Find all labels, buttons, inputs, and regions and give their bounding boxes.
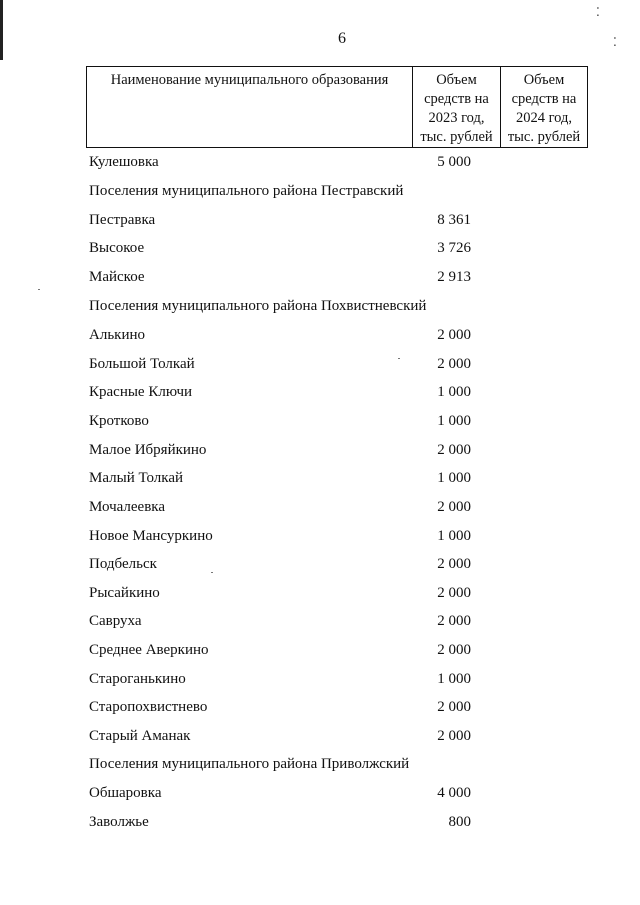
- table-row: [0, 554, 640, 574]
- row-value-2023: 5 000: [437, 154, 471, 170]
- table-row: [0, 468, 640, 488]
- table-row: [0, 726, 640, 746]
- row-value-2023: 2 000: [437, 613, 471, 629]
- row-name: Алькино: [89, 327, 146, 343]
- table-row: [0, 583, 640, 603]
- row-name: Большой Толкай: [89, 356, 195, 372]
- row-name: Среднее Аверкино: [89, 642, 209, 658]
- row-value-2023: 8 361: [437, 212, 471, 228]
- column-header-2023: Объем средств на 2023 год, тыс. рублей: [413, 67, 501, 148]
- row-value-2023: 4 000: [437, 785, 471, 801]
- row-name: Красные Ключи: [89, 384, 193, 400]
- column-header-name: Наименование муниципального образования: [87, 67, 413, 148]
- row-name: Старый Аманак: [89, 728, 191, 744]
- row-name: Обшаровка: [89, 785, 162, 801]
- table-row: [0, 411, 640, 431]
- row-name: Мочалеевка: [89, 499, 166, 515]
- row-name: Савруха: [89, 613, 142, 629]
- row-name: Малое Ибряйкино: [89, 442, 207, 458]
- row-name: Майское: [89, 269, 145, 285]
- table-row: [0, 354, 640, 374]
- table-row: [0, 152, 640, 172]
- table-row: [0, 640, 640, 660]
- row-name: Поселения муниципального района Приволжский: [89, 756, 410, 772]
- row-name: Кулешовка: [89, 154, 159, 170]
- table-row: [0, 611, 640, 631]
- row-value-2023: 2 000: [437, 728, 471, 744]
- table-row: [0, 382, 640, 402]
- scan-speck: [211, 572, 213, 573]
- table-row: [0, 526, 640, 546]
- row-value-2023: 2 000: [437, 556, 471, 572]
- table-row: [0, 812, 640, 832]
- row-name: Заволжье: [89, 814, 149, 830]
- row-name: Поселения муниципального района Пестравский: [89, 183, 404, 199]
- row-name: Поселения муниципального района Похвистневский: [89, 298, 427, 314]
- row-value-2023: 2 000: [437, 356, 471, 372]
- table-header: [86, 66, 588, 148]
- column-header-2024: Объем средств на 2024 год, тыс. рублей: [501, 67, 588, 148]
- table-row: [0, 181, 640, 201]
- row-name: Старопохвистнево: [89, 699, 208, 715]
- scan-speck: [38, 289, 40, 290]
- table-row: [0, 497, 640, 517]
- row-value-2023: 1 000: [437, 528, 471, 544]
- row-name: Пестравка: [89, 212, 156, 228]
- row-value-2023: 1 000: [437, 413, 471, 429]
- table-row: [0, 754, 640, 774]
- row-name: Староганькино: [89, 671, 186, 687]
- row-value-2023: 2 000: [437, 499, 471, 515]
- scan-mark: ⁚: [596, 5, 600, 19]
- row-name: Высокое: [89, 240, 145, 256]
- table-row: [0, 210, 640, 230]
- table-row: [0, 440, 640, 460]
- row-value-2023: 2 000: [437, 585, 471, 601]
- row-value-2023: 2 913: [437, 269, 471, 285]
- table-row: [0, 296, 640, 316]
- row-value-2023: 2 000: [437, 442, 471, 458]
- table-row: [0, 238, 640, 258]
- row-name: Подбельск: [89, 556, 157, 572]
- row-value-2023: 1 000: [437, 671, 471, 687]
- row-name: Новое Мансуркино: [89, 528, 213, 544]
- row-value-2023: 1 000: [437, 384, 471, 400]
- row-value-2023: 800: [448, 814, 471, 830]
- row-name: Кротково: [89, 413, 149, 429]
- row-name: Рысайкино: [89, 585, 160, 601]
- row-value-2023: 2 000: [437, 699, 471, 715]
- row-value-2023: 2 000: [437, 327, 471, 343]
- row-value-2023: 3 726: [437, 240, 471, 256]
- scan-mark: ⁚: [613, 35, 617, 49]
- row-value-2023: 2 000: [437, 642, 471, 658]
- table-row: [0, 783, 640, 803]
- table-row: [0, 669, 640, 689]
- table-row: [0, 697, 640, 717]
- scan-speck: [398, 358, 400, 359]
- row-name: Малый Толкай: [89, 470, 184, 486]
- table-row: [0, 267, 640, 287]
- table-row: [0, 325, 640, 345]
- row-value-2023: 1 000: [437, 470, 471, 486]
- page-number: 6: [338, 30, 346, 47]
